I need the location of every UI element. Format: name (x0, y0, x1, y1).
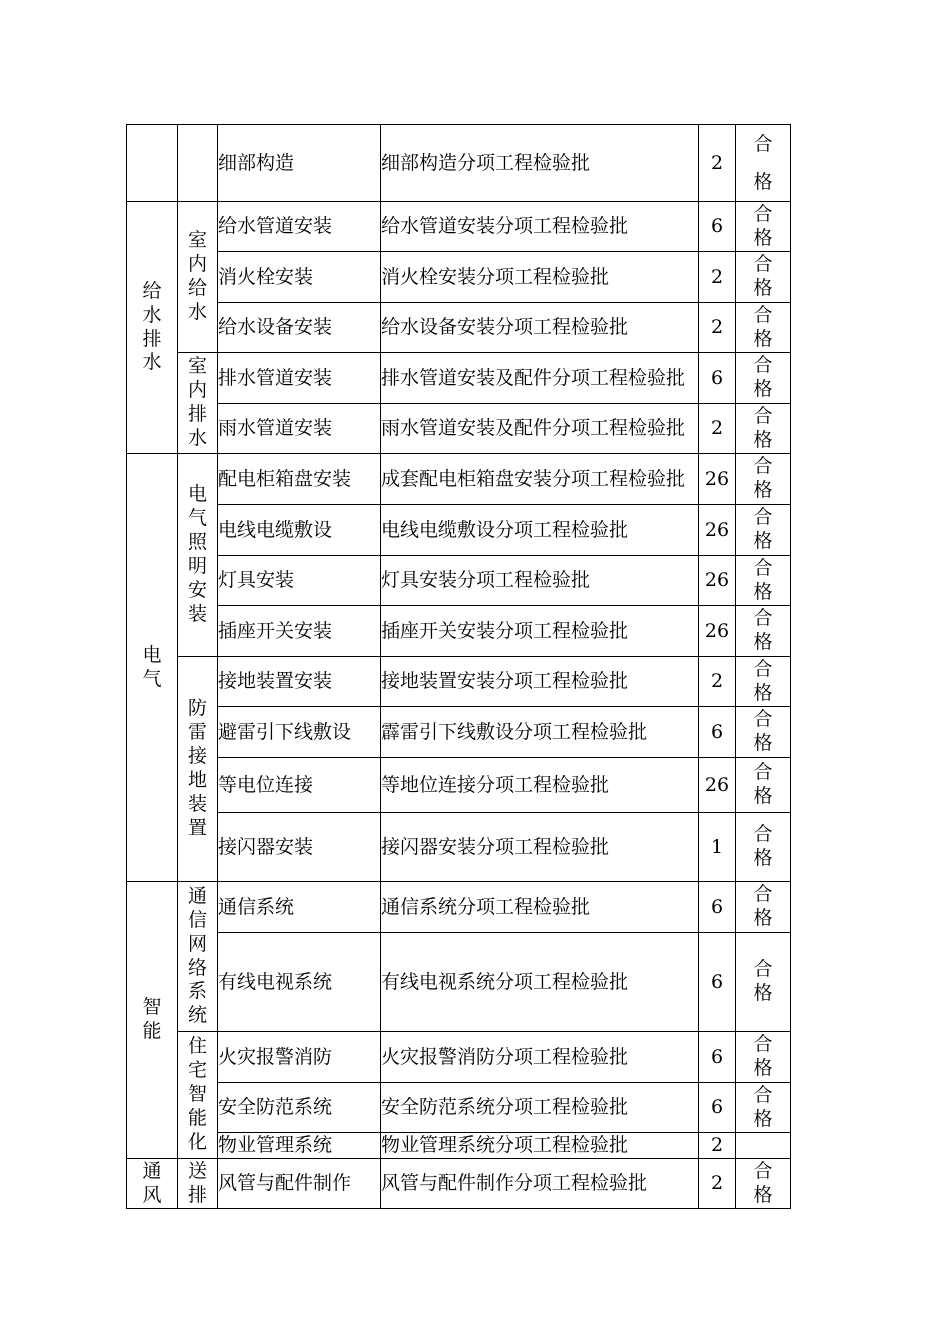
qty-cell: 2 (699, 303, 736, 353)
result-text: 合格 (753, 354, 773, 400)
sub-lighting (178, 454, 218, 657)
result-cell (736, 556, 791, 606)
major-cell-empty (127, 125, 178, 202)
table-row (127, 882, 791, 933)
item-cell: 插座开关安装 (218, 606, 381, 657)
major-electric (127, 454, 178, 882)
batch-cell: 给水设备安装分项工程检验批 (381, 303, 699, 353)
result-text: 合格 (753, 404, 773, 451)
result-text: 合格 (753, 455, 773, 501)
table-row (127, 758, 791, 813)
result-cell (736, 1083, 791, 1133)
item-cell: 电线电缆敷设 (218, 505, 381, 556)
result-text: 合格 (753, 1159, 773, 1206)
inspection-table (126, 124, 791, 1209)
table-row (127, 556, 791, 606)
sub-label: 室内给水 (187, 229, 207, 323)
batch-cell: 霹雷引下线敷设分项工程检验批 (381, 707, 699, 758)
result-text: 合格 (753, 303, 773, 350)
batch-cell: 有线电视系统分项工程检验批 (381, 933, 699, 1032)
result-text: 合格 (753, 133, 773, 193)
batch-cell: 给水管道安装分项工程检验批 (381, 202, 699, 252)
result-text: 合格 (753, 253, 773, 299)
batch-cell: 物业管理系统分项工程检验批 (381, 1133, 699, 1159)
qty-cell: 2 (699, 1159, 736, 1209)
table-row (127, 933, 791, 1032)
item-cell: 排水管道安装 (218, 353, 381, 404)
table-row (127, 707, 791, 758)
batch-cell: 排水管道安装及配件分项工程检验批 (381, 353, 699, 404)
batch-cell: 通信系统分项工程检验批 (381, 882, 699, 933)
item-cell: 通信系统 (218, 882, 381, 933)
qty-cell: 26 (699, 454, 736, 505)
table-row (127, 1133, 791, 1159)
item-cell: 物业管理系统 (218, 1133, 381, 1159)
table-row (127, 404, 791, 454)
qty-cell: 26 (699, 606, 736, 657)
qty-cell: 1 (699, 813, 736, 882)
qty-cell: 26 (699, 758, 736, 813)
table-row (127, 657, 791, 707)
table-row (127, 125, 791, 202)
item-cell: 细部构造 (218, 125, 381, 202)
item-cell: 安全防范系统 (218, 1083, 381, 1133)
table-row (127, 1032, 791, 1083)
table-row (127, 1083, 791, 1133)
result-text: 合格 (753, 883, 773, 929)
result-text: 合格 (753, 958, 773, 1004)
major-hvac (127, 1159, 178, 1209)
sub-label: 防雷接地装置 (187, 697, 207, 839)
table-row (127, 202, 791, 252)
table-row (127, 813, 791, 882)
result-text: 合格 (753, 708, 773, 754)
result-cell (736, 933, 791, 1032)
major-smart (127, 882, 178, 1159)
sub-cell-empty (178, 125, 218, 202)
batch-cell: 插座开关安装分项工程检验批 (381, 606, 699, 657)
result-text: 合格 (753, 1033, 773, 1079)
result-cell (736, 454, 791, 505)
item-cell: 有线电视系统 (218, 933, 381, 1032)
batch-cell: 安全防范系统分项工程检验批 (381, 1083, 699, 1133)
result-cell (736, 1159, 791, 1209)
batch-cell: 等地位连接分项工程检验批 (381, 758, 699, 813)
item-cell: 接地装置安装 (218, 657, 381, 707)
result-cell (736, 707, 791, 758)
result-cell (736, 252, 791, 303)
item-cell: 雨水管道安装 (218, 404, 381, 454)
item-cell: 等电位连接 (218, 758, 381, 813)
item-cell: 给水管道安装 (218, 202, 381, 252)
batch-cell: 消火栓安装分项工程检验批 (381, 252, 699, 303)
sub-label: 电气照明安装 (187, 483, 207, 625)
result-text: 合格 (753, 202, 773, 249)
result-cell (736, 606, 791, 657)
item-cell: 避雷引下线敷设 (218, 707, 381, 758)
table-row (127, 505, 791, 556)
result-text: 合格 (753, 823, 773, 869)
item-cell: 火灾报警消防 (218, 1032, 381, 1083)
batch-cell: 接地装置安装分项工程检验批 (381, 657, 699, 707)
result-cell (736, 303, 791, 353)
result-cell (736, 758, 791, 813)
batch-cell: 电线电缆敷设分项工程检验批 (381, 505, 699, 556)
result-cell (736, 657, 791, 707)
major-label: 电气 (142, 643, 162, 690)
sub-label: 住宅智能化 (187, 1035, 207, 1153)
qty-cell: 6 (699, 202, 736, 252)
sub-smart-home (178, 1032, 218, 1159)
result-cell (736, 505, 791, 556)
table-row (127, 353, 791, 404)
result-text: 合格 (753, 556, 773, 603)
item-cell: 灯具安装 (218, 556, 381, 606)
sub-indoor-drain (178, 353, 218, 454)
major-water (127, 202, 178, 454)
table-row (127, 1159, 791, 1209)
sub-label: 室内排水 (187, 355, 207, 449)
major-label: 通风 (142, 1159, 162, 1206)
sub-label: 送排 (187, 1159, 207, 1206)
batch-cell: 灯具安装分项工程检验批 (381, 556, 699, 606)
result-cell (736, 813, 791, 882)
sub-lightning (178, 657, 218, 882)
table-row (127, 454, 791, 505)
sub-indoor-supply (178, 202, 218, 353)
batch-cell: 成套配电柜箱盘安装分项工程检验批 (381, 454, 699, 505)
qty-cell: 26 (699, 505, 736, 556)
qty-cell: 26 (699, 556, 736, 606)
batch-cell: 火灾报警消防分项工程检验批 (381, 1032, 699, 1083)
sub-network (178, 882, 218, 1032)
result-text: 合格 (753, 506, 773, 552)
result-cell (736, 404, 791, 454)
qty-cell: 2 (699, 404, 736, 454)
result-text: 合格 (753, 1083, 773, 1130)
qty-cell: 6 (699, 353, 736, 404)
batch-cell: 细部构造分项工程检验批 (381, 125, 699, 202)
sub-label: 通信网络系统 (187, 884, 207, 1027)
qty-cell: 6 (699, 707, 736, 758)
item-cell: 给水设备安装 (218, 303, 381, 353)
qty-cell: 2 (699, 125, 736, 202)
major-label: 给水排水 (142, 279, 162, 374)
qty-cell: 6 (699, 1083, 736, 1133)
result-cell (736, 1032, 791, 1083)
batch-cell: 接闪器安装分项工程检验批 (381, 813, 699, 882)
result-text: 合格 (753, 607, 773, 653)
result-cell (736, 202, 791, 252)
qty-cell: 6 (699, 933, 736, 1032)
result-cell (736, 125, 791, 202)
item-cell: 消火栓安装 (218, 252, 381, 303)
table-row (127, 303, 791, 353)
table-row (127, 252, 791, 303)
result-cell (736, 882, 791, 933)
item-cell: 接闪器安装 (218, 813, 381, 882)
qty-cell: 2 (699, 657, 736, 707)
item-cell: 配电柜箱盘安装 (218, 454, 381, 505)
result-cell (736, 1133, 791, 1159)
major-label: 智能 (142, 996, 162, 1042)
table-row (127, 606, 791, 657)
qty-cell: 6 (699, 882, 736, 933)
qty-cell: 6 (699, 1032, 736, 1083)
item-cell: 风管与配件制作 (218, 1159, 381, 1209)
result-text: 合格 (753, 657, 773, 704)
result-text: 合格 (753, 761, 773, 807)
sub-exhaust (178, 1159, 218, 1209)
result-cell (736, 353, 791, 404)
qty-cell: 2 (699, 252, 736, 303)
batch-cell: 雨水管道安装及配件分项工程检验批 (381, 404, 699, 454)
batch-cell: 风管与配件制作分项工程检验批 (381, 1159, 699, 1209)
qty-cell: 2 (699, 1133, 736, 1159)
